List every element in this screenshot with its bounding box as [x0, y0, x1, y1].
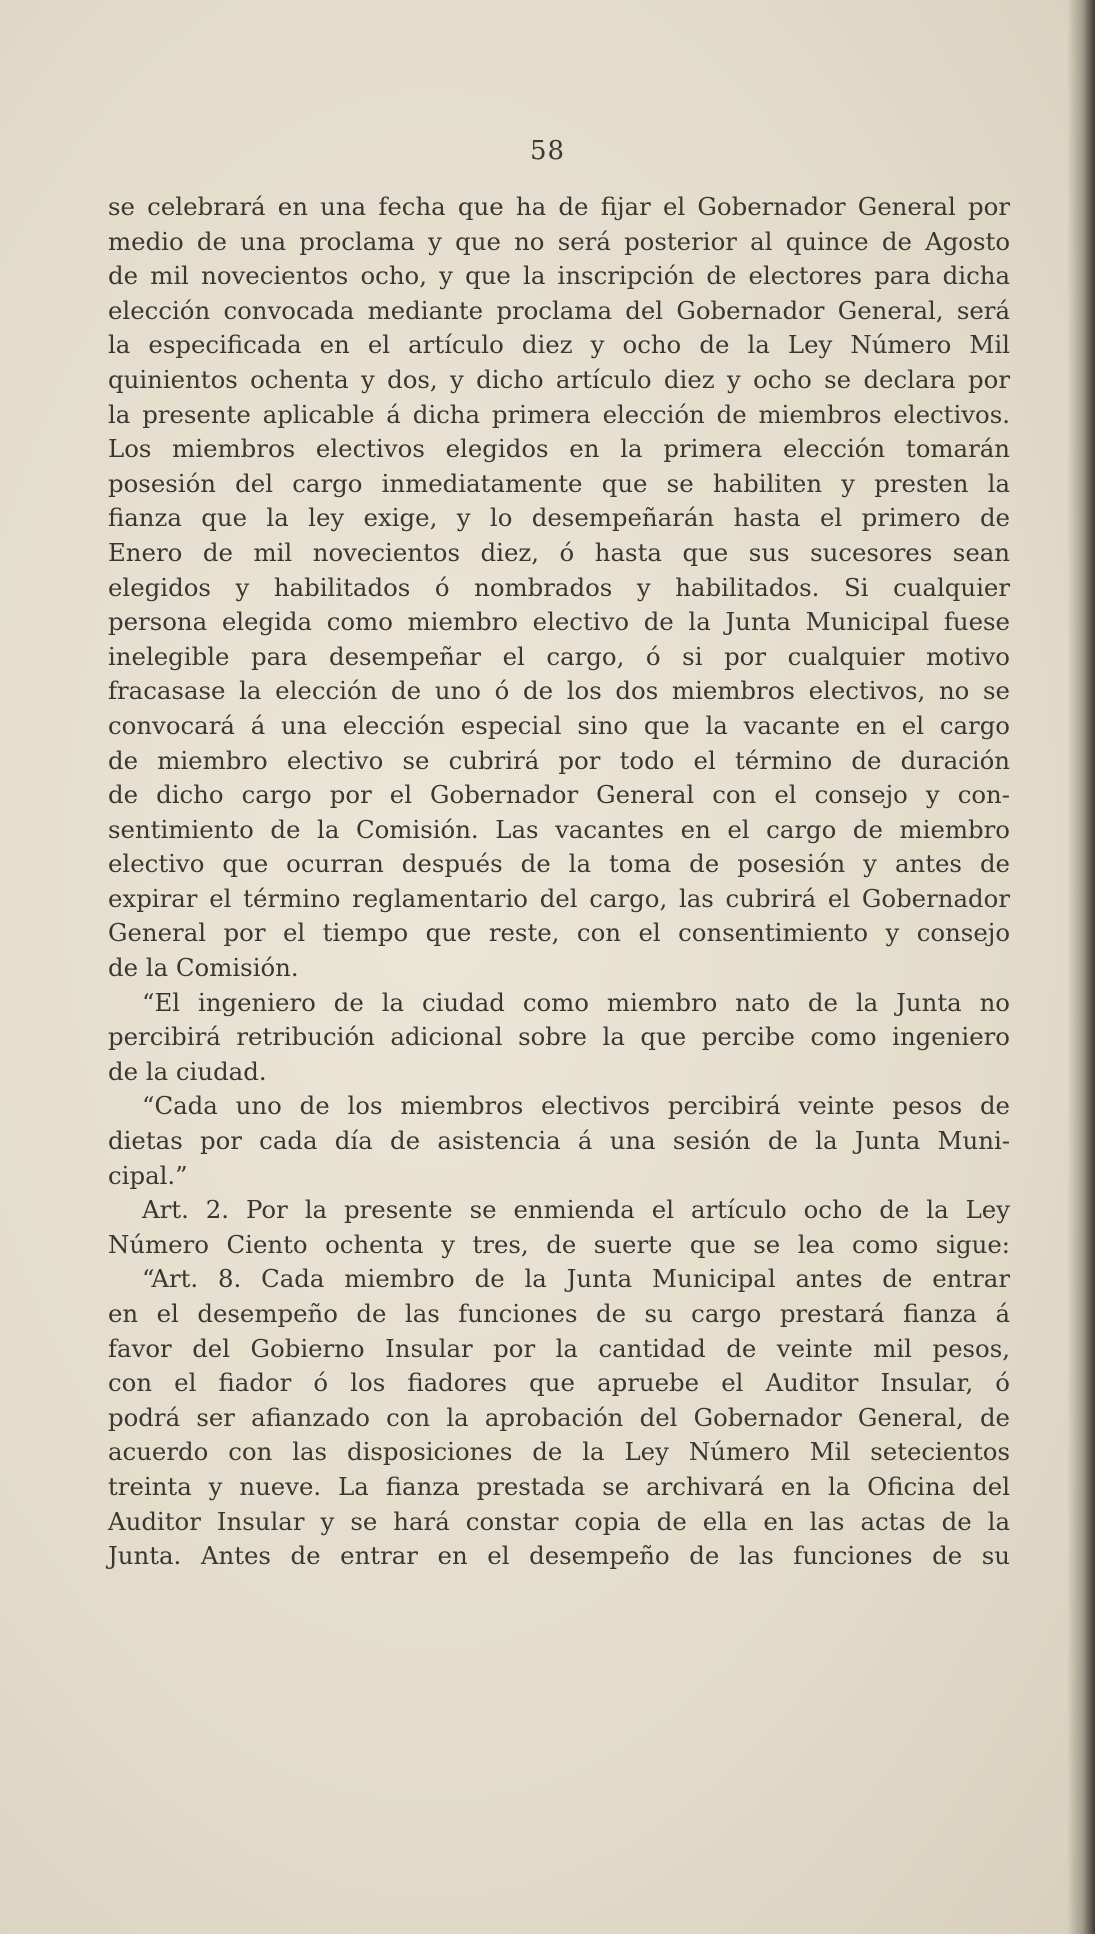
text-line: Auditor Insular y se hará constar copia de ella en las actas de la	[108, 1506, 1010, 1536]
text-line: elección convocada mediante proclama del Gobernador General, será	[108, 295, 1010, 325]
text-line: expirar el término reglamentario del cargo, las cubrirá el Gobernador	[108, 883, 1010, 913]
text-line: percibirá retribución adicional sobre la que percibe como ingeniero	[108, 1022, 1010, 1052]
text-line: se celebrará en una fecha que ha de fijar el Gobernador General por	[108, 192, 1010, 221]
text-line: con el fiador ó los fiadores que apruebe el Auditor Insular, ó	[108, 1368, 1010, 1398]
text-line: treinta y nueve. La fianza prestada se archivará en la Oficina del	[108, 1471, 1010, 1501]
body-text	[108, 190, 1010, 1574]
text-line: electivo que ocurran después de la toma de posesión y antes de	[108, 849, 1010, 879]
text-line: Junta. Antes de entrar en el desempeño de las funciones de su	[108, 1541, 1010, 1571]
text-line: Enero de mil novecientos diez, ó hasta que sus sucesores sean	[108, 537, 1010, 567]
text-line: “Art. 8. Cada miembro de la Junta Municipal antes de entrar	[142, 1264, 1010, 1294]
text-line: quinientos ochenta y dos, y dicho artículo diez y ocho se declara por	[108, 364, 1010, 394]
text-line: favor del Gobierno Insular por la cantidad de veinte mil pesos,	[108, 1333, 1010, 1363]
text-line: posesión del cargo inmediatamente que se habiliten y presten la	[108, 468, 1010, 498]
text-line: Número Ciento ochenta y tres, de suerte que se lea como sigue:	[108, 1229, 1010, 1259]
text-line: de la ciudad.	[108, 1056, 267, 1086]
text-line: sentimiento de la Comisión. Las vacantes en el cargo de miembro	[108, 814, 1010, 844]
text-line: fracasase la elección de uno ó de los dos miembros electivos, no se	[108, 676, 1010, 706]
text-line: fianza que la ley exige, y lo desempeñarán hasta el primero de	[108, 503, 1010, 533]
text-line: Los miembros electivos elegidos en la primera elección tomarán	[108, 434, 1010, 464]
page-number: 58	[529, 136, 566, 166]
text-line: podrá ser afianzado con la aprobación del Gobernador General, de	[108, 1402, 1010, 1432]
text-line: de miembro electivo se cubrirá por todo el término de duración	[108, 745, 1010, 775]
text-line: medio de una proclama y que no será posterior al quince de Agosto	[108, 226, 1010, 256]
page-gutter-shadow	[1067, 0, 1095, 1934]
text-line: inelegible para desempeñar el cargo, ó si por cualquier motivo	[108, 641, 1010, 671]
text-line: acuerdo con las disposiciones de la Ley Número Mil setecientos	[108, 1437, 1010, 1467]
text-line: elegidos y habilitados ó nombrados y habilitados. Si cualquier	[108, 572, 1010, 602]
text-line: de dicho cargo por el Gobernador General con el consejo y con-	[108, 780, 1010, 810]
text-line: de mil novecientos ocho, y que la inscripción de electores para dicha	[108, 261, 1010, 291]
text-line: de la Comisión.	[108, 953, 299, 983]
text-line: General por el tiempo que reste, con el consentimiento y consejo	[108, 918, 1010, 948]
text-line: dietas por cada día de asistencia á una sesión de la Junta Muni-	[108, 1126, 1010, 1156]
text-line: “Cada uno de los miembros electivos percibirá veinte pesos de	[142, 1091, 1010, 1121]
text-line: la especificada en el artículo diez y ocho de la Ley Número Mil	[108, 330, 1010, 360]
text-line: cipal.”	[108, 1160, 188, 1190]
text-line: en el desempeño de las funciones de su cargo prestará fianza á	[108, 1299, 1010, 1328]
text-line: convocará á una elección especial sino que la vacante en el cargo	[108, 710, 1010, 740]
text-line: “El ingeniero de la ciudad como miembro nato de la Junta no	[142, 987, 1010, 1017]
text-line: persona elegida como miembro electivo de la Junta Municipal fuese	[108, 607, 1010, 637]
text-line: Art. 2. Por la presente se enmienda el artículo ocho de la Ley	[142, 1195, 1010, 1225]
text-line: la presente aplicable á dicha primera elección de miembros electivos.	[108, 399, 1010, 429]
